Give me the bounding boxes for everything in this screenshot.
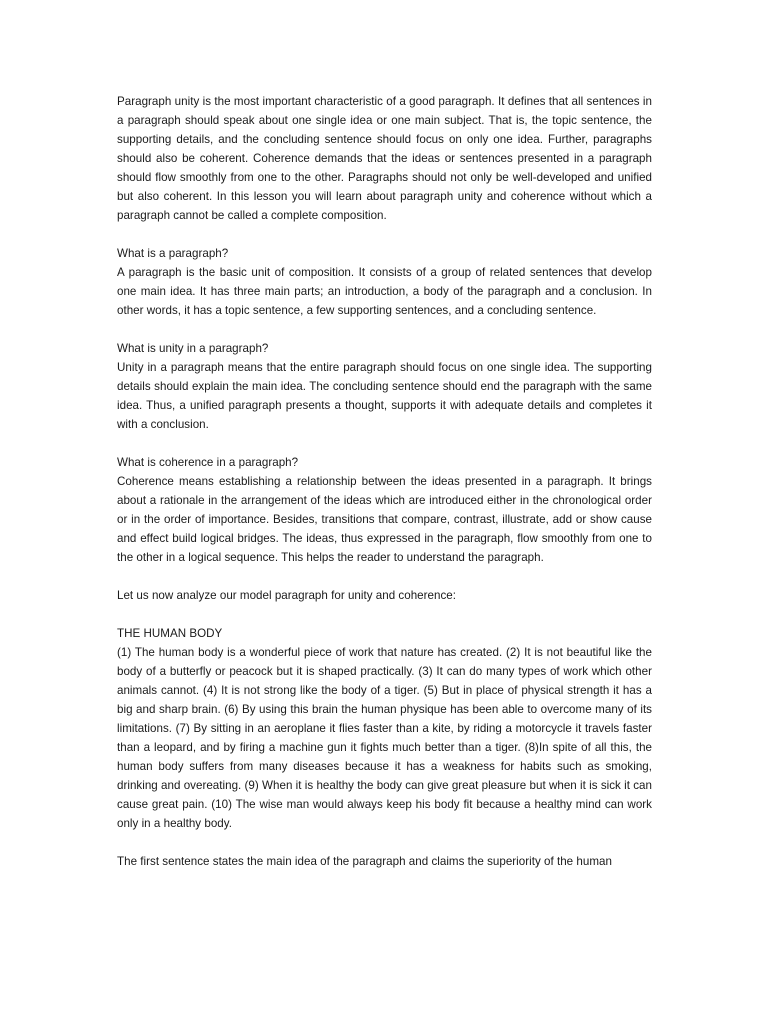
model-heading: THE HUMAN BODY bbox=[117, 627, 223, 640]
section-heading: What is a paragraph? bbox=[117, 247, 229, 260]
section-body: Unity in a paragraph means that the entire paragraph should focus on one single idea. The supporting details should explain the main idea. The concluding sentence should end the paragraph with the same idea. Thus, a unified paragraph presents a thought, supports it with adequate details and completes it with a conclusion. bbox=[117, 361, 652, 431]
intro-paragraph: Paragraph unity is the most important characteristic of a good paragraph. It defines that all sentences in a paragraph should speak about one single idea or one main subject. That is, the topic sentence, the supporting details, and the concluding sentence should focus on only one idea. Further, paragraphs should also be coherent. Coherence demands that the ideas or sentences presented in a paragraph should flow smoothly from one to the other. Paragraphs should not only be well-developed and unified but also coherent. In this lesson you will learn about paragraph unity and coherence without which a paragraph cannot be called a complete composition. bbox=[117, 95, 652, 222]
model-body: (1) The human body is a wonderful piece of work that nature has created. (2) It is not beautiful like the body of a butterfly or peacock but it is shaped practically. (3) It can do many types of work which other animals cannot. (4) It is not strong like the body of a tiger. (5) But in place of physical strength it has a big and sharp brain. (6) By using this brain the human physique has been able to overcome many of its limitations. (7) By sitting in an aeroplane it flies faster than a kite, by riding a motorcycle it travels faster than a leopard, and by firing a machine gun it fights much better than a tiger. (8)In spite of all this, the human body suffers from many diseases because it has a weakness for habits such as smoking, drinking and overeating. (9) When it is healthy the body can give great pleasure but when it is sick it can cause great pain. (10) The wise man would always keep his body fit because a healthy mind can work only in a healthy body. bbox=[117, 646, 652, 830]
section-body: A paragraph is the basic unit of composition. It consists of a group of related sentences that develop one main idea. It has three main parts; an introduction, a body of the paragraph and a conclusion. In other words, it has a topic sentence, a few supporting sentences, and a concluding sentence. bbox=[117, 266, 652, 317]
section-body: Coherence means establishing a relationship between the ideas presented in a paragraph. It brings about a rationale in the arrangement of the ideas which are introduced either in the chronological order or in the order of importance. Besides, transitions that compare, contrast, illustrate, add or show cause and effect build logical bridges. The ideas, thus expressed in the paragraph, flow smoothly from one to the other in a logical sequence. This helps the reader to understand the paragraph. bbox=[117, 475, 652, 564]
section-heading: What is coherence in a paragraph? bbox=[117, 456, 299, 469]
analyze-intro: Let us now analyze our model paragraph for unity and coherence: bbox=[117, 589, 456, 602]
document-body bbox=[117, 92, 652, 871]
section-heading: What is unity in a paragraph? bbox=[117, 342, 269, 355]
closing-paragraph: The first sentence states the main idea of the paragraph and claims the superiority of the human bbox=[117, 855, 612, 868]
section-what-is-coherence bbox=[117, 453, 652, 567]
section-what-is-unity bbox=[117, 339, 652, 434]
model-paragraph bbox=[117, 624, 652, 833]
section-what-is-paragraph bbox=[117, 244, 652, 320]
